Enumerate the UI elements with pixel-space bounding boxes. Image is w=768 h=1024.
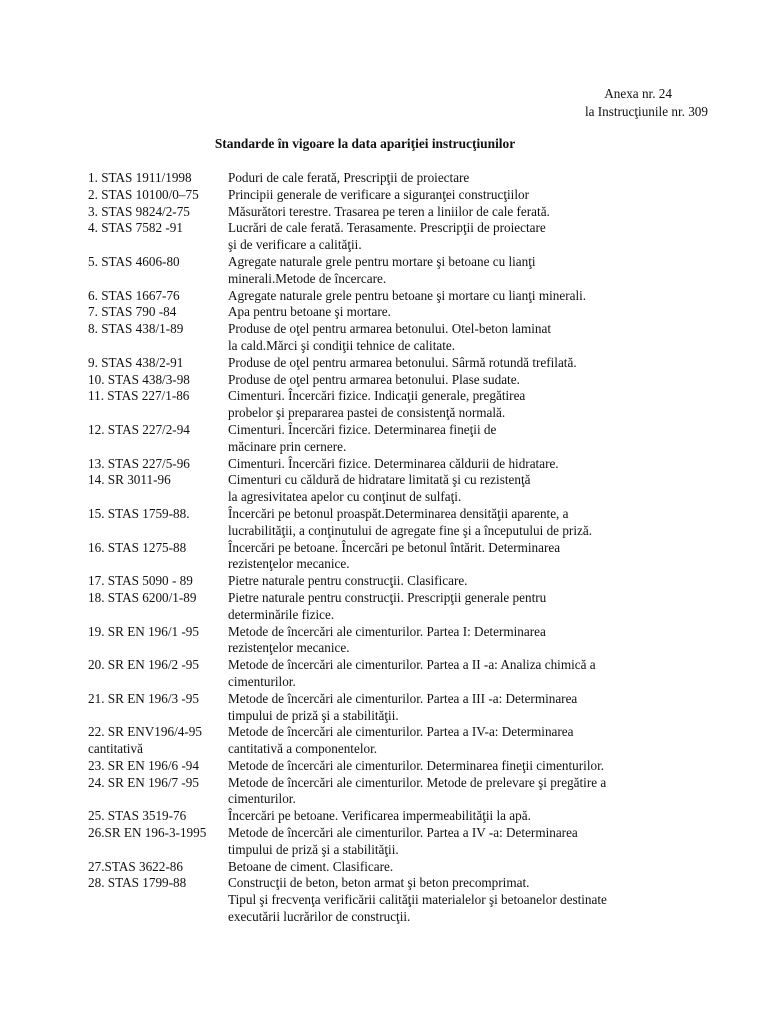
- annex-number: Anexa nr. 24: [604, 86, 672, 101]
- list-item: [88, 372, 718, 389]
- standard-description: rezistenţelor mecanice.: [228, 640, 350, 656]
- standard-description: minerali.Metode de încercare.: [228, 270, 387, 286]
- list-item: [88, 808, 718, 825]
- standard-description: Încercări pe betoane. Încercări pe betonul întărit. Determinarea: [228, 539, 561, 555]
- standard-code: 20. SR EN 196/2 -95: [88, 657, 199, 673]
- list-item: [88, 254, 718, 271]
- standard-description: Produse de oţel pentru armarea betonului. Sârmă rotundă trefilată.: [228, 354, 577, 370]
- list-item: [88, 691, 718, 708]
- standard-description: cantitativă a componentelor.: [228, 741, 378, 757]
- standard-code: 2. STAS 10100/0–75: [88, 186, 199, 202]
- standard-code: 1. STAS 1911/1998: [88, 170, 192, 185]
- standard-description: Metode de încercări ale cimenturilor. Partea a IV -a: Determinarea: [228, 825, 578, 841]
- standard-description: Încercări pe betonul proaspăt.Determinarea densităţii aparente, a: [228, 505, 569, 521]
- standard-description: Cimenturi. Încercări fizice. Determinarea fineţii de: [228, 421, 497, 437]
- standard-code: 18. STAS 6200/1-89: [88, 589, 197, 605]
- list-item: [88, 304, 718, 321]
- standard-description: Produse de oţel pentru armarea betonului. Plase sudate.: [228, 371, 520, 387]
- list-item: [88, 288, 718, 305]
- list-item: [88, 355, 718, 372]
- standard-description: Metode de încercări ale cimenturilor. Partea a III -a: Determinarea: [228, 690, 578, 706]
- standard-code: 16. STAS 1275-88: [88, 539, 187, 555]
- list-item: [88, 556, 718, 573]
- list-item: [88, 791, 718, 808]
- standard-description: rezistenţelor mecanice.: [228, 556, 350, 572]
- standard-description: Principii generale de verificare a siguranţei construcţiilor: [228, 186, 529, 202]
- standard-code: 7. STAS 790 -84: [88, 304, 177, 320]
- list-item: [88, 674, 718, 691]
- standard-description: măcinare prin cernere.: [228, 438, 347, 454]
- list-item: [88, 540, 718, 557]
- list-item: [88, 573, 718, 590]
- list-item: [88, 590, 718, 607]
- list-item: [88, 842, 718, 859]
- standard-description: cimenturilor.: [228, 791, 296, 807]
- list-item: [88, 472, 718, 489]
- list-item: [88, 271, 718, 288]
- standard-code: 23. SR EN 196/6 -94: [88, 757, 199, 773]
- standard-description: Cimenturi. Încercări fizice. Determinarea căldurii de hidratare.: [228, 455, 559, 471]
- standard-code: 28. STAS 1799-88: [88, 875, 187, 891]
- list-item: [88, 204, 718, 221]
- list-item: [88, 422, 718, 439]
- list-item: [88, 825, 718, 842]
- list-item: [88, 607, 718, 624]
- standards-list: [88, 170, 718, 926]
- list-item: [88, 338, 718, 355]
- standard-description: Lucrări de cale ferată. Terasamente. Prescripţii de proiectare: [228, 220, 546, 236]
- standard-code: 3. STAS 9824/2-75: [88, 203, 190, 219]
- list-item: [88, 741, 718, 758]
- standard-description: Betoane de ciment. Clasificare.: [228, 858, 394, 874]
- list-item: [88, 657, 718, 674]
- standard-description: Cimenturi cu căldură de hidratare limitată şi cu rezistenţă: [228, 472, 531, 488]
- standard-description: lucrabilităţii, a conţinutului de agregate fine şi a începutului de priză.: [228, 522, 592, 538]
- list-item: [88, 388, 718, 405]
- standard-code: 10. STAS 438/3-98: [88, 371, 190, 387]
- document-title: Standarde în vigoare la data apariţiei instrucţiunilor: [214, 136, 516, 151]
- standard-description: executării lucrărilor de construcţii.: [228, 909, 411, 925]
- standard-description: Metode de încercări ale cimenturilor. Determinarea fineţii cimenturilor.: [228, 757, 605, 773]
- list-item: [88, 405, 718, 422]
- standard-description: Metode de încercări ale cimenturilor. Partea I: Determinarea: [228, 623, 546, 639]
- standard-code: 13. STAS 227/5-96: [88, 455, 190, 471]
- standard-description: determinările fizice.: [228, 606, 335, 622]
- standard-code: cantitativă: [88, 741, 143, 757]
- standard-description: probelor şi prepararea pastei de consistenţă normală.: [228, 405, 506, 421]
- list-item: [88, 909, 718, 926]
- list-item: [88, 439, 718, 456]
- list-item: [88, 859, 718, 876]
- standard-description: Metode de încercări ale cimenturilor. Metode de prelevare şi pregătire a: [228, 774, 607, 790]
- list-item: [88, 237, 718, 254]
- list-item: [88, 187, 718, 204]
- standard-description: Agregate naturale grele pentru mortare şi betoane cu lianţi: [228, 253, 536, 269]
- standard-description: cimenturilor.: [228, 673, 296, 689]
- list-item: [88, 892, 718, 909]
- standard-description: la cald.Mărci şi condiţii tehnice de calitate.: [228, 337, 456, 353]
- list-item: [88, 489, 718, 506]
- standard-description: Tipul şi frecvenţa verificării calităţii materialelor şi betoanelor destinate: [228, 892, 607, 908]
- list-item: [88, 456, 718, 473]
- standard-code: 4. STAS 7582 -91: [88, 220, 183, 236]
- standard-description: Metode de încercări ale cimenturilor. Partea a IV-a: Determinarea: [228, 724, 574, 740]
- list-item: [88, 523, 718, 540]
- list-item: [88, 640, 718, 657]
- list-item: [88, 775, 718, 792]
- standard-description: Metode de încercări ale cimenturilor. Partea a II -a: Analiza chimică a: [228, 657, 596, 673]
- standard-description: Cimenturi. Încercări fizice. Indicaţii generale, pregătirea: [228, 388, 526, 404]
- standard-code: 8. STAS 438/1-89: [88, 321, 184, 337]
- standard-code: 5. STAS 4606-80: [88, 253, 180, 269]
- standard-code: 24. SR EN 196/7 -95: [88, 774, 199, 790]
- list-item: [88, 506, 718, 523]
- standard-code: 6. STAS 1667-76: [88, 287, 180, 303]
- standard-code: 21. SR EN 196/3 -95: [88, 690, 199, 706]
- list-item: [88, 321, 718, 338]
- annex-instruction-reference: la Instrucţiunile nr. 309: [584, 104, 708, 119]
- standard-code: 15. STAS 1759-88.: [88, 505, 190, 521]
- standard-description: Construcţii de beton, beton armat şi beton precomprimat.: [228, 875, 530, 891]
- standard-code: 14. SR 3011-96: [88, 472, 171, 488]
- list-item: [88, 708, 718, 725]
- standard-code: 26.SR EN 196-3-1995: [88, 825, 207, 841]
- standard-description: Produse de oţel pentru armarea betonului. Otel-beton laminat: [228, 321, 551, 337]
- standard-code: 19. SR EN 196/1 -95: [88, 623, 199, 639]
- standard-description: Pietre naturale pentru construcţii. Clasificare.: [228, 573, 468, 589]
- standard-code: 25. STAS 3519-76: [88, 808, 187, 824]
- standard-description: Apa pentru betoane şi mortare.: [228, 304, 391, 320]
- standard-description: la agresivitatea apelor cu conţinut de sulfaţi.: [228, 489, 462, 505]
- standard-description: Încercări pe betoane. Verificarea impermeabilităţii la apă.: [228, 808, 531, 824]
- standard-description: Pietre naturale pentru construcţii. Prescripţii generale pentru: [228, 589, 547, 605]
- standard-code: 27.STAS 3622-86: [88, 858, 183, 874]
- standard-description: Agregate naturale grele pentru betoane şi mortare cu lianţi minerali.: [228, 287, 587, 303]
- standard-code: 17. STAS 5090 - 89: [88, 573, 193, 589]
- standard-description: Poduri de cale ferată, Prescripţii de proiectare: [228, 170, 470, 185]
- list-item: [88, 220, 718, 237]
- standard-code: 11. STAS 227/1-86: [88, 388, 190, 404]
- standard-description: timpului de priză şi a stabilităţii.: [228, 707, 399, 723]
- list-item: [88, 724, 718, 741]
- list-item: [88, 170, 718, 187]
- standard-description: timpului de priză şi a stabilităţii.: [228, 841, 399, 857]
- standard-description: şi de verificare a calităţii.: [228, 237, 362, 253]
- standard-description: Măsurători terestre. Trasarea pe teren a liniilor de cale ferată.: [228, 203, 550, 219]
- list-item: [88, 875, 718, 892]
- standard-code: 9. STAS 438/2-91: [88, 354, 184, 370]
- list-item: [88, 758, 718, 775]
- standard-code: 22. SR ENV196/4-95: [88, 724, 202, 740]
- standard-code: 12. STAS 227/2-94: [88, 421, 190, 437]
- list-item: [88, 624, 718, 641]
